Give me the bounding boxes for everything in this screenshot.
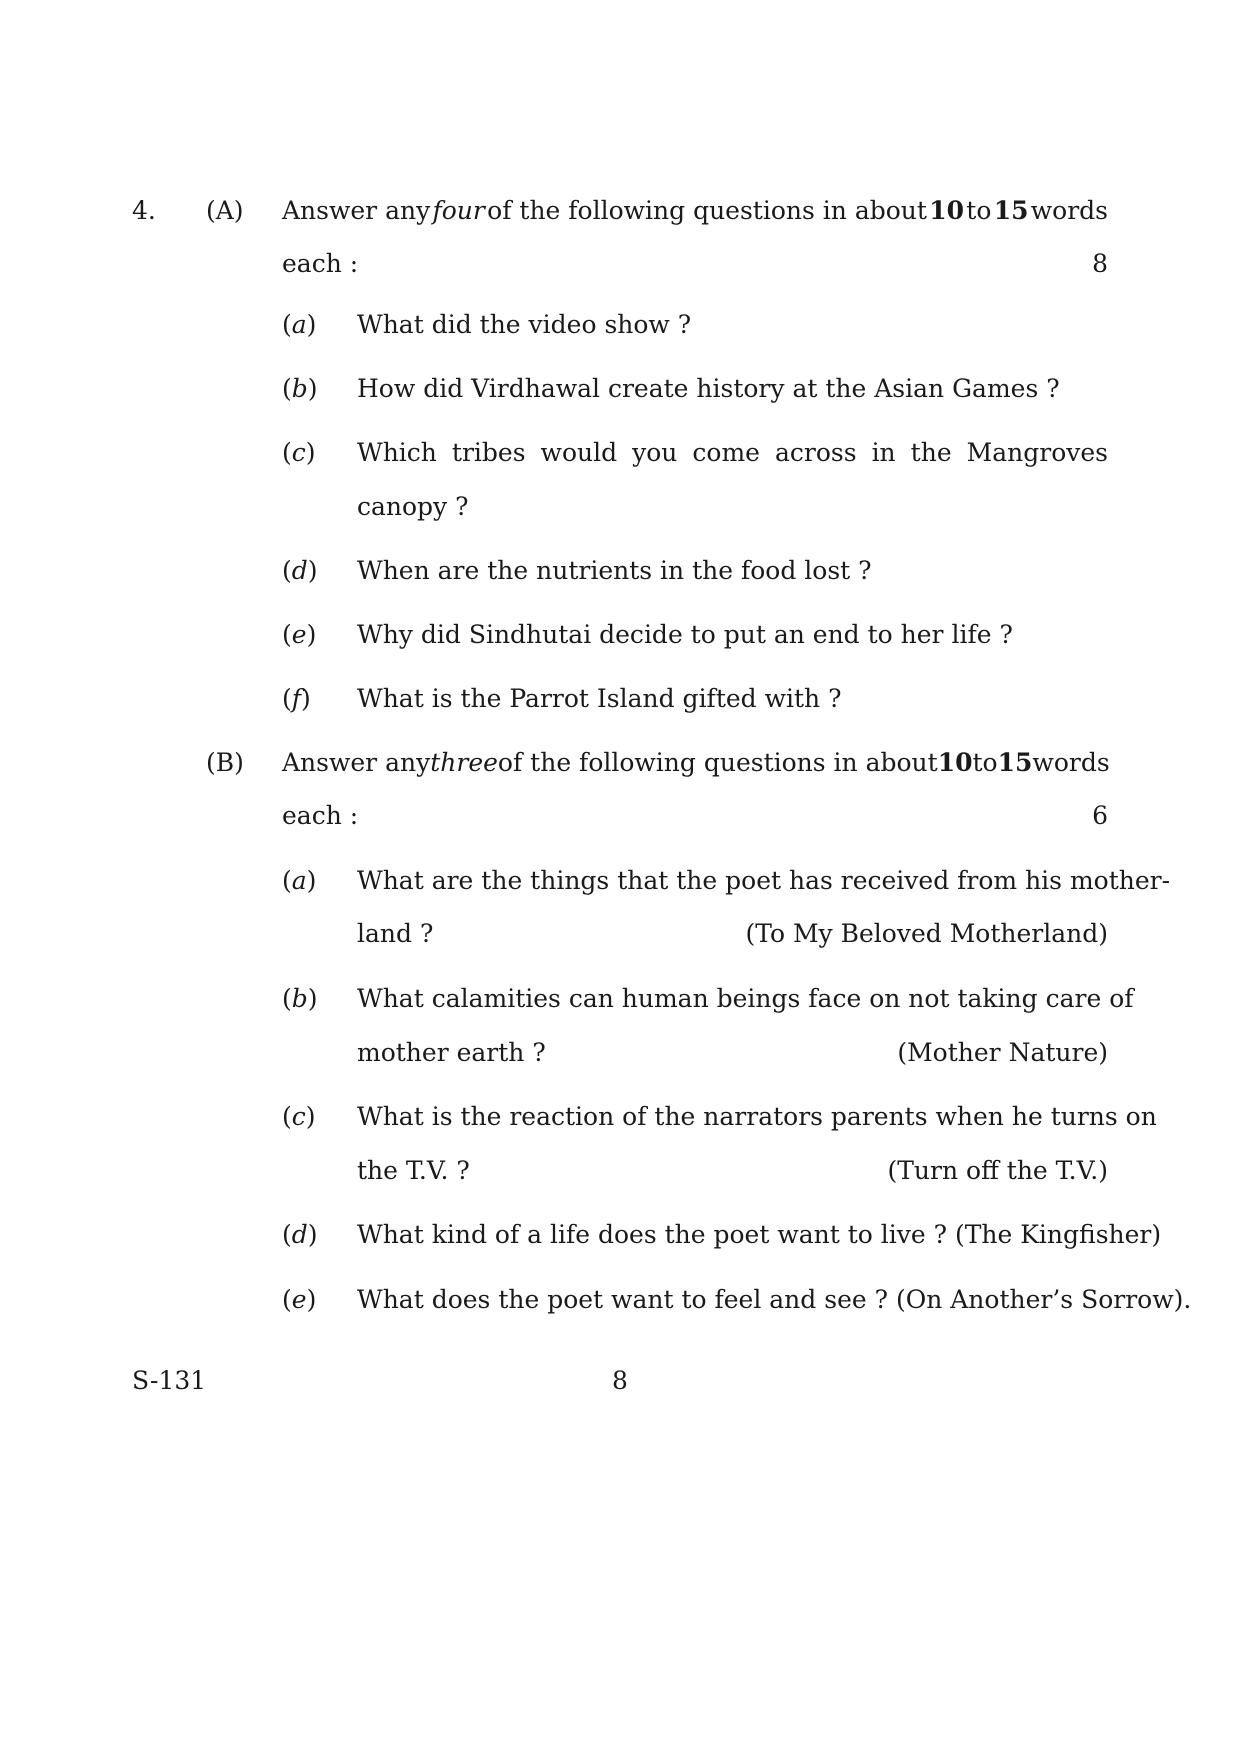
instr-a-mid: of the following questions in about xyxy=(487,196,927,225)
item-a-c-label: (c) xyxy=(282,438,316,467)
item-b-d-label: (d) xyxy=(282,1220,318,1249)
item-b-a-text: What are the things that the poet has received from his mother- xyxy=(357,866,1171,895)
instr-b-n2: 15 xyxy=(997,748,1033,777)
item-a-e-text: Why did Sindhutai decide to put an end to her life ? xyxy=(357,620,1013,649)
section-b-label: (B) xyxy=(206,748,244,777)
instr-a-to: to xyxy=(966,196,992,225)
item-b-a-source: (To My Beloved Motherland) xyxy=(745,919,1108,948)
section-b-marks: 6 xyxy=(1092,801,1108,830)
item-a-d-label: (d) xyxy=(282,556,318,585)
item-a-f-label: (f) xyxy=(282,684,311,713)
instr-b-mid: of the following questions in about xyxy=(497,748,938,777)
section-b-instruction-line2: each : xyxy=(282,801,359,830)
instr-a-n2: 15 xyxy=(993,196,1029,225)
instr-a-pre: Answer any xyxy=(282,196,431,225)
item-a-b-label: (b) xyxy=(282,374,318,403)
item-a-c-text-line2: canopy ? xyxy=(357,492,469,521)
instr-b-post: words xyxy=(1032,748,1110,777)
item-b-b-source: (Mother Nature) xyxy=(897,1038,1108,1067)
section-b-instruction xyxy=(282,750,1108,775)
item-b-a-line2 xyxy=(357,921,1108,946)
item-a-f-text: What is the Parrot Island gifted with ? xyxy=(357,684,842,713)
item-b-a-text-line2: land ? xyxy=(357,919,434,948)
instr-b-emph: three xyxy=(430,748,498,777)
item-a-a-text: What did the video show ? xyxy=(357,310,692,339)
item-b-c-line2 xyxy=(357,1158,1108,1183)
section-a-label: (A) xyxy=(206,196,244,225)
item-b-e-label: (e) xyxy=(282,1285,317,1314)
section-a-marks: 8 xyxy=(1092,249,1108,278)
item-b-b-line2 xyxy=(357,1040,1108,1065)
question-number: 4. xyxy=(132,196,156,225)
item-b-c-text: What is the reaction of the narrators parents when he turns on xyxy=(357,1102,1157,1131)
instr-b-to: to xyxy=(972,748,998,777)
instr-b-n1: 10 xyxy=(937,748,973,777)
item-a-d-text: When are the nutrients in the food lost ? xyxy=(357,556,872,585)
instr-b-pre: Answer any xyxy=(282,748,431,777)
item-a-b-text: How did Virdhawal create history at the Asian Games ? xyxy=(357,374,1060,403)
item-b-b-label: (b) xyxy=(282,984,318,1013)
section-a-instruction-line2: each : xyxy=(282,249,359,278)
item-b-c-source: (Turn off the T.V.) xyxy=(887,1156,1108,1185)
item-b-c-label: (c) xyxy=(282,1102,316,1131)
item-b-a-label: (a) xyxy=(282,866,317,895)
item-b-b-text: What calamities can human beings face on not taking care of xyxy=(357,984,1134,1013)
item-b-b-text-line2: mother earth ? xyxy=(357,1038,546,1067)
item-b-d-text: What kind of a life does the poet want to live ? (The Kingfisher) xyxy=(357,1220,1162,1249)
item-b-e-text: What does the poet want to feel and see ? (On Another’s Sorrow). xyxy=(357,1285,1192,1314)
instr-a-post: words xyxy=(1030,196,1108,225)
item-a-e-label: (e) xyxy=(282,620,317,649)
instr-a-n1: 10 xyxy=(929,196,965,225)
section-a-instruction xyxy=(282,198,1108,223)
item-a-c-text: Which tribes would you come across in the Mangroves xyxy=(357,438,1108,467)
instr-a-emph: four xyxy=(432,196,485,225)
item-a-a-label: (a) xyxy=(282,310,317,339)
paper-code: S-131 xyxy=(132,1366,207,1395)
item-b-c-text-line2: the T.V. ? xyxy=(357,1156,470,1185)
page-number: 8 xyxy=(612,1366,628,1395)
